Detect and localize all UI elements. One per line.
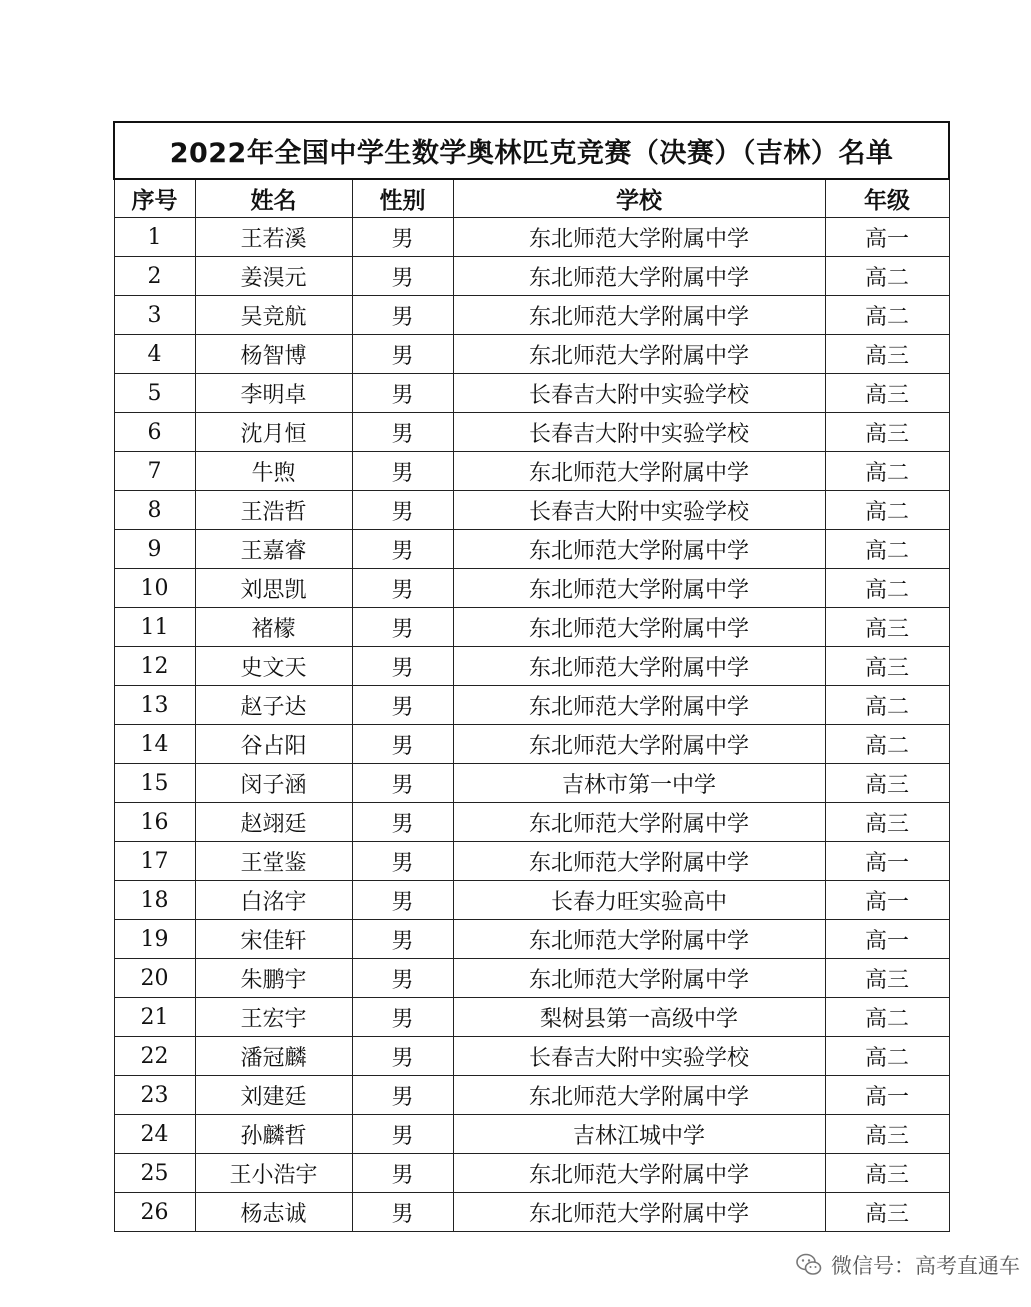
cell-gender: 男: [352, 959, 453, 998]
table-row: [114, 257, 949, 296]
cell-school: 长春力旺实验高中: [453, 881, 825, 920]
table-row: [114, 218, 949, 257]
cell-grade: 高二: [825, 998, 949, 1037]
table-row: [114, 296, 949, 335]
table-row: [114, 881, 949, 920]
cell-index: 22: [114, 1037, 195, 1076]
table-row: [114, 452, 949, 491]
cell-grade: 高二: [825, 452, 949, 491]
cell-index: 21: [114, 998, 195, 1037]
cell-index: 9: [114, 530, 195, 569]
cell-gender: 男: [352, 413, 453, 452]
table-row: [114, 998, 949, 1037]
cell-index: 25: [114, 1154, 195, 1193]
watermark-text: 微信号：高考直通车: [831, 1250, 1020, 1280]
cell-name: 史文天: [195, 647, 352, 686]
cell-school: 梨树县第一高级中学: [453, 998, 825, 1037]
cell-grade: 高三: [825, 335, 949, 374]
cell-school: 长春吉大附中实验学校: [453, 1037, 825, 1076]
watermark: [795, 1248, 1020, 1282]
cell-index: 2: [114, 257, 195, 296]
table-row: [114, 920, 949, 959]
table-row: [114, 1037, 949, 1076]
table-row: [114, 686, 949, 725]
cell-name: 赵子达: [195, 686, 352, 725]
cell-index: 19: [114, 920, 195, 959]
cell-grade: 高二: [825, 569, 949, 608]
cell-grade: 高二: [825, 725, 949, 764]
cell-name: 褚檬: [195, 608, 352, 647]
cell-gender: 男: [352, 296, 453, 335]
cell-name: 闵子涵: [195, 764, 352, 803]
cell-name: 牛煦: [195, 452, 352, 491]
cell-school: 东北师范大学附属中学: [453, 1076, 825, 1115]
cell-grade: 高二: [825, 686, 949, 725]
table-row: [114, 335, 949, 374]
cell-index: 5: [114, 374, 195, 413]
cell-grade: 高三: [825, 803, 949, 842]
cell-index: 3: [114, 296, 195, 335]
contestant-list-table: [113, 121, 950, 1232]
cell-grade: 高三: [825, 764, 949, 803]
cell-school: 东北师范大学附属中学: [453, 1193, 825, 1232]
cell-gender: 男: [352, 881, 453, 920]
cell-school: 长春吉大附中实验学校: [453, 413, 825, 452]
cell-grade: 高二: [825, 530, 949, 569]
cell-grade: 高三: [825, 608, 949, 647]
cell-grade: 高三: [825, 647, 949, 686]
table-row: [114, 1076, 949, 1115]
cell-gender: 男: [352, 335, 453, 374]
cell-gender: 男: [352, 1154, 453, 1193]
cell-index: 20: [114, 959, 195, 998]
cell-grade: 高一: [825, 842, 949, 881]
cell-name: 李明卓: [195, 374, 352, 413]
cell-name: 孙麟哲: [195, 1115, 352, 1154]
cell-school: 东北师范大学附属中学: [453, 335, 825, 374]
cell-name: 吴竞航: [195, 296, 352, 335]
cell-grade: 高一: [825, 1076, 949, 1115]
cell-name: 王若溪: [195, 218, 352, 257]
table-row: [114, 842, 949, 881]
cell-grade: 高二: [825, 257, 949, 296]
cell-gender: 男: [352, 998, 453, 1037]
cell-index: 18: [114, 881, 195, 920]
table-row: [114, 803, 949, 842]
header-row: [114, 179, 949, 218]
cell-gender: 男: [352, 842, 453, 881]
table-row: [114, 1154, 949, 1193]
cell-gender: 男: [352, 1076, 453, 1115]
cell-name: 杨智博: [195, 335, 352, 374]
table-row: [114, 569, 949, 608]
table-row: [114, 1193, 949, 1232]
cell-grade: 高三: [825, 413, 949, 452]
cell-gender: 男: [352, 764, 453, 803]
column-header-school: 学校: [453, 179, 825, 218]
cell-school: 东北师范大学附属中学: [453, 647, 825, 686]
cell-school: 东北师范大学附属中学: [453, 920, 825, 959]
cell-index: 11: [114, 608, 195, 647]
cell-gender: 男: [352, 1193, 453, 1232]
cell-grade: 高一: [825, 218, 949, 257]
cell-school: 东北师范大学附属中学: [453, 530, 825, 569]
cell-name: 白洺宇: [195, 881, 352, 920]
table-row: [114, 647, 949, 686]
cell-school: 东北师范大学附属中学: [453, 452, 825, 491]
cell-gender: 男: [352, 725, 453, 764]
cell-index: 4: [114, 335, 195, 374]
column-header-index: 序号: [114, 179, 195, 218]
cell-index: 16: [114, 803, 195, 842]
cell-index: 17: [114, 842, 195, 881]
cell-school: 东北师范大学附属中学: [453, 803, 825, 842]
cell-school: 东北师范大学附属中学: [453, 608, 825, 647]
cell-name: 潘冠麟: [195, 1037, 352, 1076]
column-header-grade: 年级: [825, 179, 949, 218]
watermark-label: 微信号: [831, 1254, 894, 1278]
cell-index: 8: [114, 491, 195, 530]
cell-gender: 男: [352, 257, 453, 296]
cell-gender: 男: [352, 803, 453, 842]
cell-name: 赵翊廷: [195, 803, 352, 842]
cell-gender: 男: [352, 647, 453, 686]
cell-school: 东北师范大学附属中学: [453, 725, 825, 764]
cell-gender: 男: [352, 530, 453, 569]
cell-grade: 高三: [825, 374, 949, 413]
cell-name: 王嘉睿: [195, 530, 352, 569]
cell-index: 13: [114, 686, 195, 725]
cell-gender: 男: [352, 1037, 453, 1076]
table-row: [114, 413, 949, 452]
cell-school: 长春吉大附中实验学校: [453, 491, 825, 530]
cell-name: 杨志诚: [195, 1193, 352, 1232]
cell-index: 1: [114, 218, 195, 257]
cell-name: 朱鹏宇: [195, 959, 352, 998]
cell-grade: 高三: [825, 1154, 949, 1193]
column-header-gender: 性别: [352, 179, 453, 218]
cell-grade: 高三: [825, 1115, 949, 1154]
cell-school: 吉林江城中学: [453, 1115, 825, 1154]
cell-school: 长春吉大附中实验学校: [453, 374, 825, 413]
cell-gender: 男: [352, 569, 453, 608]
cell-gender: 男: [352, 686, 453, 725]
column-header-name: 姓名: [195, 179, 352, 218]
cell-index: 12: [114, 647, 195, 686]
cell-school: 东北师范大学附属中学: [453, 296, 825, 335]
table-row: [114, 725, 949, 764]
watermark-account: 高考直通车: [915, 1254, 1020, 1278]
table-row: [114, 491, 949, 530]
cell-name: 王浩哲: [195, 491, 352, 530]
cell-gender: 男: [352, 491, 453, 530]
table-row: [114, 764, 949, 803]
cell-school: 东北师范大学附属中学: [453, 686, 825, 725]
cell-name: 王小浩宇: [195, 1154, 352, 1193]
cell-school: 东北师范大学附属中学: [453, 1154, 825, 1193]
cell-school: 东北师范大学附属中学: [453, 569, 825, 608]
table-row: [114, 608, 949, 647]
cell-grade: 高二: [825, 491, 949, 530]
cell-school: 东北师范大学附属中学: [453, 842, 825, 881]
cell-index: 24: [114, 1115, 195, 1154]
cell-school: 东北师范大学附属中学: [453, 959, 825, 998]
cell-name: 谷占阳: [195, 725, 352, 764]
cell-index: 14: [114, 725, 195, 764]
table-body: [114, 218, 949, 1232]
cell-gender: 男: [352, 608, 453, 647]
cell-gender: 男: [352, 218, 453, 257]
wechat-icon: [795, 1251, 823, 1279]
cell-school: 东北师范大学附属中学: [453, 257, 825, 296]
table-row: [114, 374, 949, 413]
cell-grade: 高二: [825, 296, 949, 335]
cell-name: 刘思凯: [195, 569, 352, 608]
cell-gender: 男: [352, 374, 453, 413]
cell-index: 15: [114, 764, 195, 803]
cell-name: 刘建廷: [195, 1076, 352, 1115]
cell-grade: 高一: [825, 920, 949, 959]
cell-name: 王宏宇: [195, 998, 352, 1037]
cell-gender: 男: [352, 1115, 453, 1154]
cell-name: 沈月恒: [195, 413, 352, 452]
table-row: [114, 530, 949, 569]
cell-index: 7: [114, 452, 195, 491]
cell-index: 10: [114, 569, 195, 608]
cell-gender: 男: [352, 452, 453, 491]
cell-index: 26: [114, 1193, 195, 1232]
table-row: [114, 1115, 949, 1154]
table-row: [114, 959, 949, 998]
cell-name: 宋佳轩: [195, 920, 352, 959]
table-title: 2022年全国中学生数学奥林匹克竞赛（决赛）（吉林）名单: [114, 122, 949, 179]
cell-grade: 高三: [825, 1193, 949, 1232]
cell-name: 王堂鉴: [195, 842, 352, 881]
cell-grade: 高二: [825, 1037, 949, 1076]
cell-gender: 男: [352, 920, 453, 959]
cell-grade: 高一: [825, 881, 949, 920]
cell-grade: 高三: [825, 959, 949, 998]
cell-index: 23: [114, 1076, 195, 1115]
cell-school: 东北师范大学附属中学: [453, 218, 825, 257]
cell-index: 6: [114, 413, 195, 452]
cell-school: 吉林市第一中学: [453, 764, 825, 803]
cell-name: 姜淏元: [195, 257, 352, 296]
